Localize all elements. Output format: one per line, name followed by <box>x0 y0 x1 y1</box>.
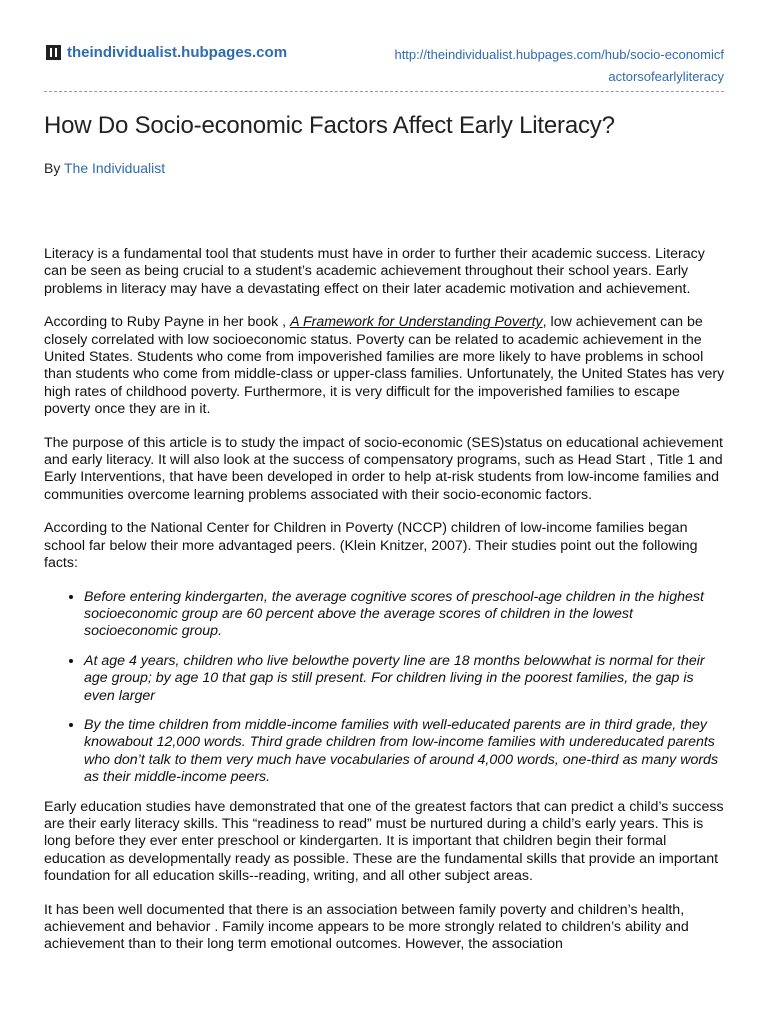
book-link[interactable]: A Framework for Understanding Poverty <box>290 314 543 331</box>
list-item: • Before entering kindergarten, the average cognitive scores of preschool-age children in the highest socioeconomic group are 60 percent above the average scores of children in the lowest socioeconomic group. <box>84 589 728 641</box>
byline <box>44 160 165 176</box>
list-item: • By the time children from middle-income families with well-educated parents are in third grade, they knowabout 12,000 words. Third grade children from low-income families with undereducated parents who don’t talk to them very much have vocabularies of around 4,000 words, one-third as many words as their middle-income peers. <box>84 717 728 787</box>
site-name-link[interactable]: theindividualist.hubpages.com <box>67 44 288 61</box>
paragraph-early-education: Early education studies have demonstrated that one of the greatest factors that can predict a child’s success are their early literacy skills. This “readiness to read” must be nurtured during a child’s early years. This is long before they ever enter preschool or kindergarten. It is important that children begin their formal education as developmentally ready as possible. These are the fundamental skills that provide an important foundation for all education skills--reading, writing, and all other subject areas. <box>44 798 724 885</box>
author-link[interactable]: The Individualist <box>63 160 166 176</box>
paragraph-poverty-association: It has been well documented that there is an association between family poverty and children’s health, achievement and behavior . Family income appears to be more strongly related to children’s ability and achievement than to their long term emotional outcomes. However, the association <box>44 901 689 953</box>
byline-label: By <box>44 160 61 176</box>
article-url-link[interactable]: http://theindividualist.hubpages.com/hub/socio-economicfactorsofearlyliteracy <box>394 47 724 84</box>
paragraph-purpose: The purpose of this article is to study the impact of socio-economic (SES)status on educational achievement and early literacy. It will also look at the success of compensatory programs, such as Head Start , Title 1 and Early Interventions, that have been developed in order to help at-risk students from low-income families and communities overcome learning problems associated with their socio-economic factors. <box>44 434 723 503</box>
facts-list <box>44 589 728 787</box>
paragraph-payne-start: According to Ruby Payne in her book , <box>44 314 291 331</box>
header-divider <box>44 91 724 92</box>
list-item: • At age 4 years, children who live belowthe poverty line are 18 months belowwhat is normal for their age group; by age 10 that gap is still present. For children living in the poorest families, the gap is even larger <box>84 653 728 705</box>
hubpages-logo-icon <box>46 45 61 60</box>
paragraph-payne <box>44 314 728 418</box>
article-body <box>44 246 728 970</box>
site-branding[interactable] <box>46 44 287 61</box>
paragraph-intro: Literacy is a fundamental tool that students must have in order to further their academic success. Literacy can be seen as being crucial to a student’s academic achievement throughout their school years. Early problems in literacy may have a devastating effect on their later academic motivation and achievement. <box>44 246 705 297</box>
page-header <box>0 0 768 86</box>
paragraph-nccp: According to the National Center for Children in Poverty (NCCP) children of low-income families began school far below their more advantaged peers. (Klein Knitzer, 2007). Their studies point out the following facts: <box>44 520 698 572</box>
article-title: How Do Socio-economic Factors Affect Early Literacy? <box>44 112 615 139</box>
paragraph-payne-end: , low achievement can be closely correlated with low socioeconomic status. Poverty can be related to academic achievement in the United States. Students who come from impoverished families are more likely to have problems in school than students who come from middle-class or upper-class families. Unfortunately, the United States has very high rates of childhood poverty. Furthermore, it is very difficult for the impoverished families to escape poverty once they are in it. <box>44 314 725 418</box>
